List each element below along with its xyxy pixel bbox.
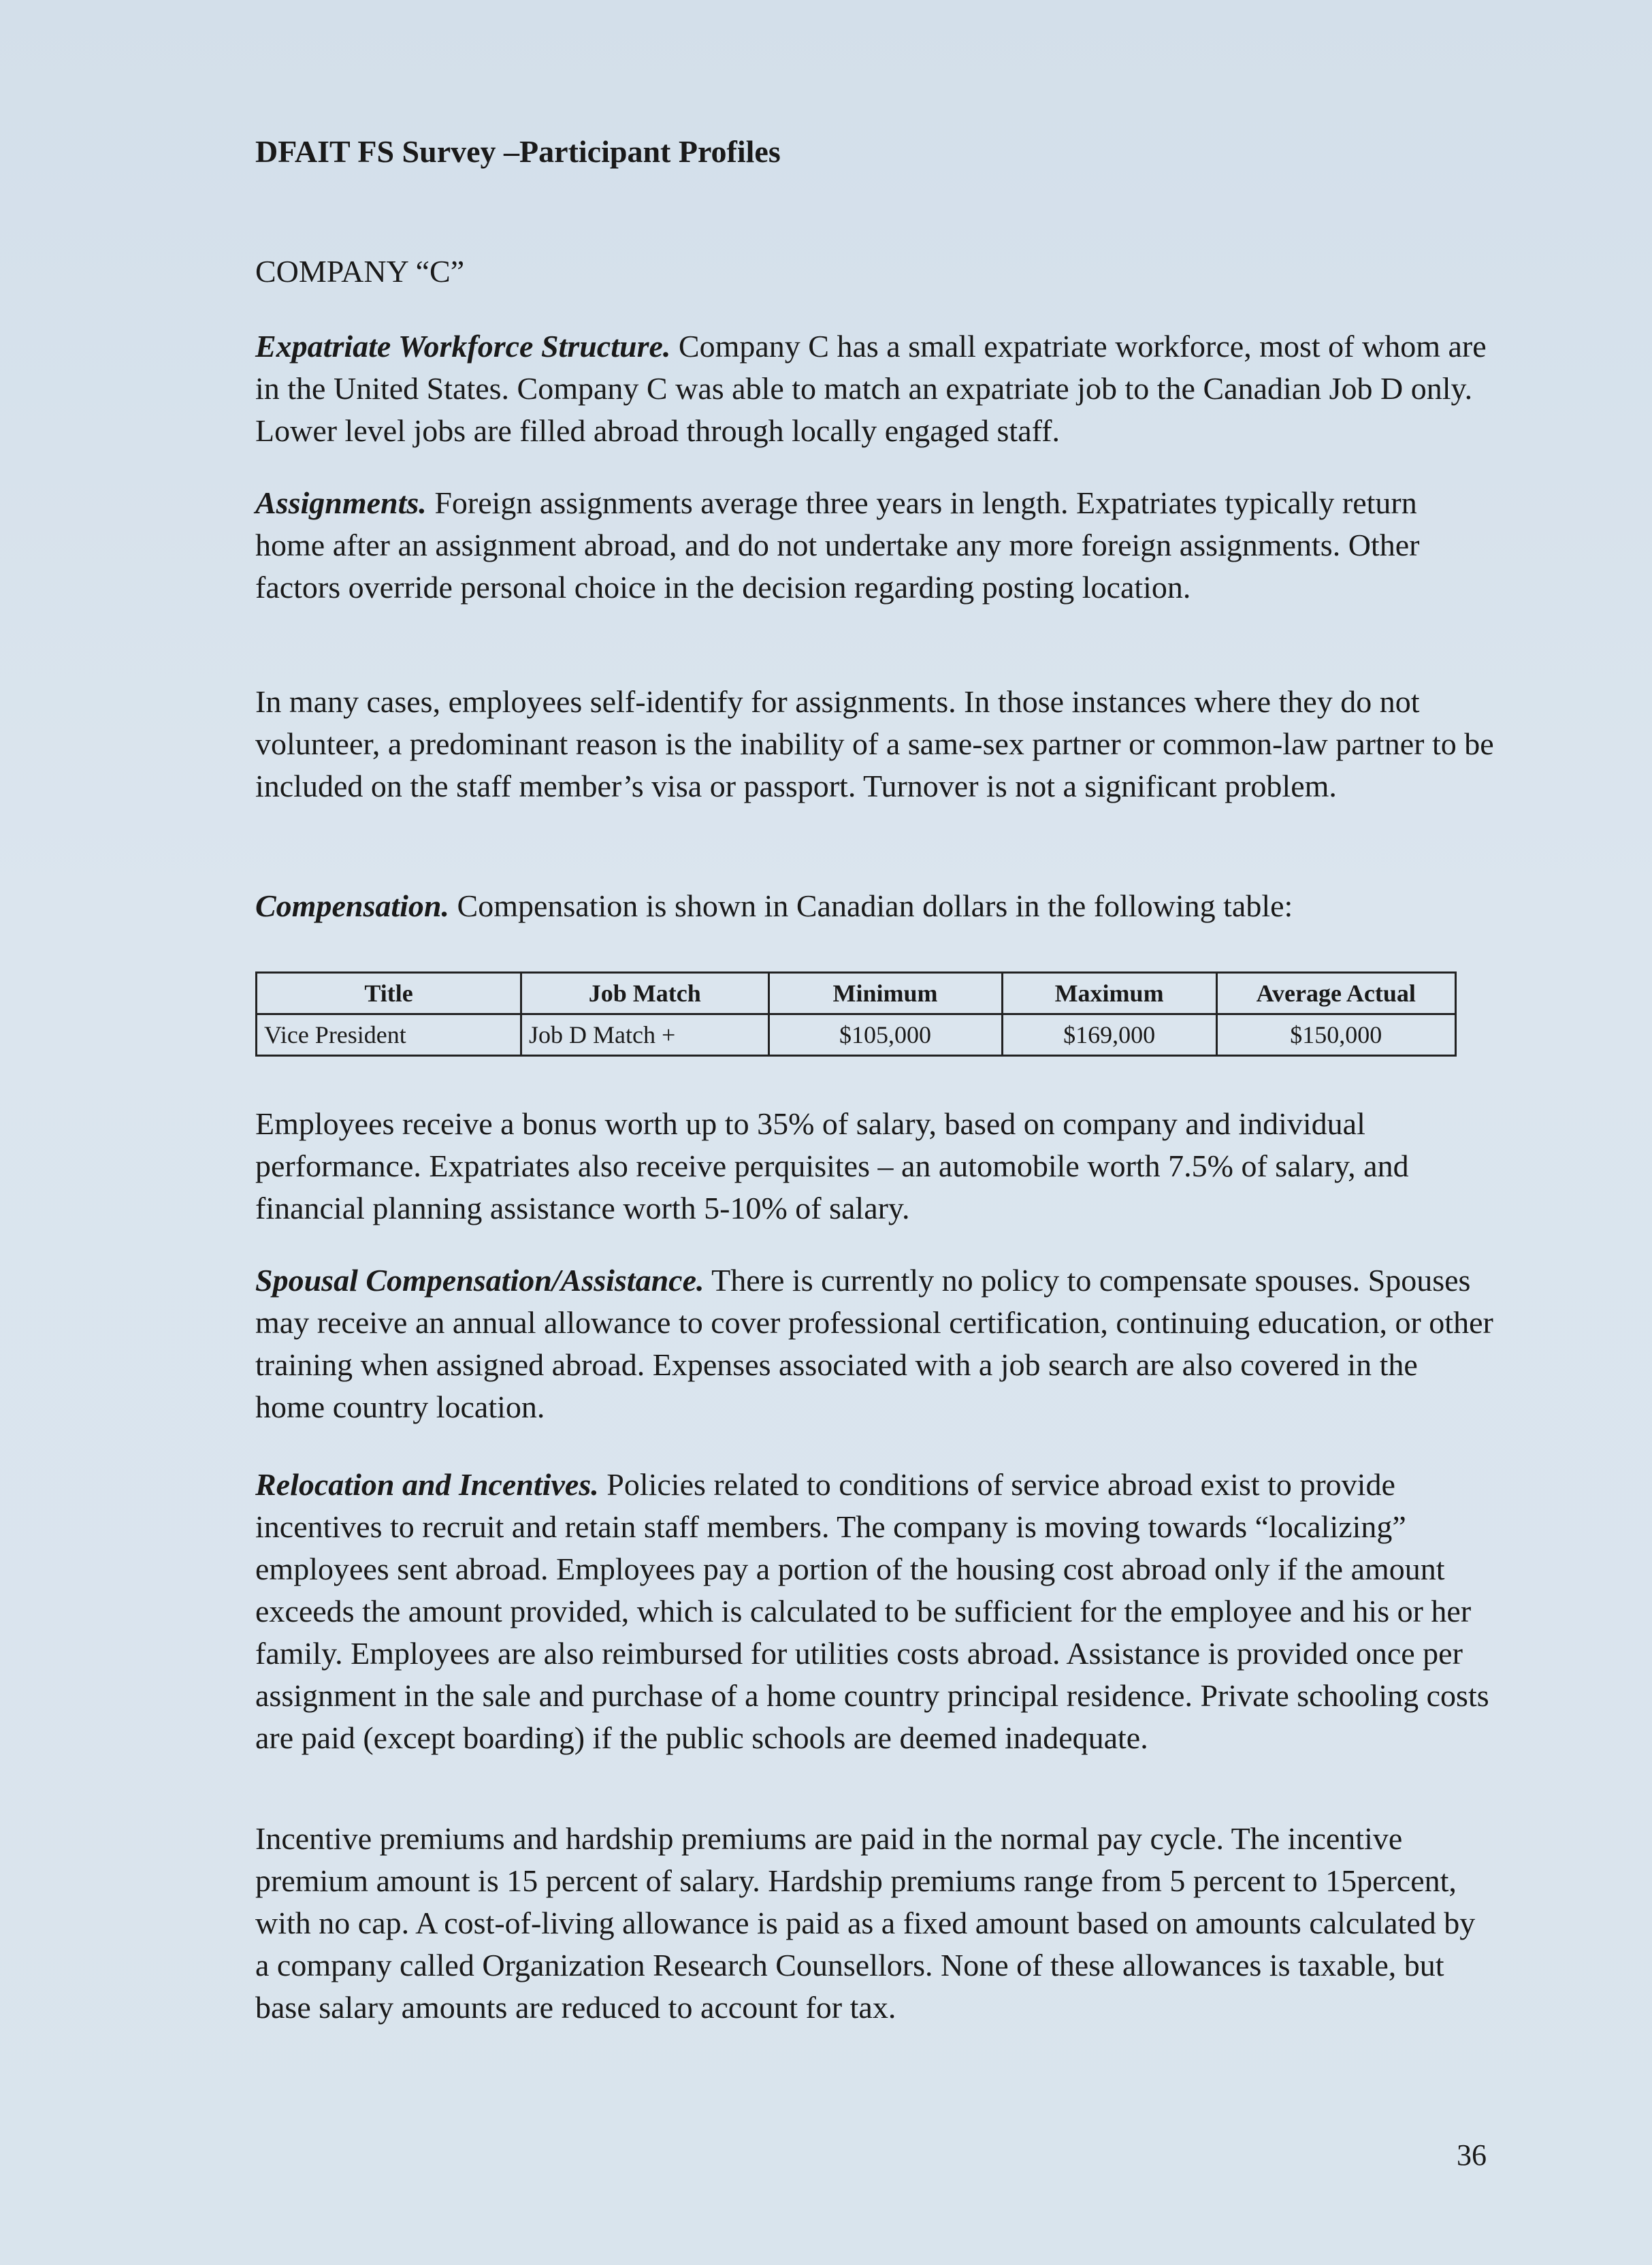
page-number: 36 — [1457, 2138, 1487, 2172]
col-header-title: Title — [257, 973, 521, 1014]
compensation-table — [255, 971, 1457, 1057]
col-header-minimum: Minimum — [768, 973, 1002, 1014]
workforce-lead: Expatriate Workforce Structure. — [255, 329, 671, 364]
relocation-lead: Relocation and Incentives. — [255, 1467, 599, 1502]
table-header-row — [257, 973, 1456, 1014]
compensation-lead: Compensation. — [255, 888, 450, 923]
cell-maximum: $169,000 — [1002, 1014, 1216, 1056]
relocation-text: Policies related to conditions of service abroad exist to provide incentives to recruit and retain staff members. The company is moving towards “localizing” employees sent abroad. Employees pay a portion of the housing cost abroad only if the amount exceeds the amount provided, which is calculated to be sufficient for the employee and his or her family. Employees are also reimbursed for utilities costs abroad. Assistance is provided once per assignment in the sale and purchase of a home country principal residence. Private schooling costs are paid (except boarding) if the public schools are deemed inadequate. — [255, 1467, 1489, 1755]
assignments-paragraph — [255, 482, 1494, 609]
cell-minimum: $105,000 — [768, 1014, 1002, 1056]
assignments-text: Foreign assignments average three years in length. Expatriates typically return home after an assignment abroad, and do not undertake any more foreign assignments. Other factors override personal choice in the decision regarding posting location. — [255, 485, 1420, 605]
workforce-paragraph — [255, 325, 1494, 452]
document-title: DFAIT FS Survey –Participant Profiles — [255, 134, 781, 169]
col-header-job-match: Job Match — [521, 973, 769, 1014]
cell-title: Vice President — [257, 1014, 521, 1056]
premiums-paragraph: Incentive premiums and hardship premiums are paid in the normal pay cycle. The incentive premium amount is 15 percent of salary. Hardship premiums range from 5 percent to 15percent, with no cap. A cost-of-living allowance is paid as a fixed amount based on amounts calculated by a company called Organization Research Counsellors. None of these allowances is taxable, but base salary amounts are reduced to account for tax. — [255, 1821, 1476, 2025]
spousal-paragraph — [255, 1259, 1494, 1428]
assignments-lead: Assignments. — [255, 485, 427, 520]
relocation-paragraph — [255, 1464, 1494, 1759]
cell-average-actual: $150,000 — [1216, 1014, 1455, 1056]
company-heading: COMPANY “C” — [255, 254, 465, 289]
spousal-text: There is currently no policy to compensate spouses. Spouses may receive an annual allowance to cover professional certification, continuing education, or other training when assigned abroad. Expenses associated with a job search are also covered in the home country location. — [255, 1263, 1493, 1424]
workforce-text: Company C has a small expatriate workforce, most of whom are in the United States. Company C was able to match an expatriate job to the Canadian Job D only. Lower level jobs are filled abroad through locally engaged staff. — [255, 329, 1487, 448]
table-row — [257, 1014, 1456, 1056]
compensation-paragraph — [255, 885, 1494, 927]
col-header-maximum: Maximum — [1002, 973, 1216, 1014]
page-content — [255, 129, 1494, 2025]
compensation-text: Compensation is shown in Canadian dollars in the following table: — [449, 888, 1293, 923]
self-identify-paragraph: In many cases, employees self-identify for assignments. In those instances where they do not volunteer, a predominant reason is the inability of a same-sex partner or common-law partner to be included on the staff member’s visa or passport. Turnover is not a significant problem. — [255, 684, 1494, 803]
spousal-lead: Spousal Compensation/Assistance. — [255, 1263, 704, 1298]
col-header-average-actual: Average Actual — [1216, 973, 1455, 1014]
bonus-paragraph: Employees receive a bonus worth up to 35% of salary, based on company and individual performance. Expatriates also receive perquisites – an automobile worth 7.5% of salary, and financial planning assistance worth 5-10% of salary. — [255, 1106, 1409, 1225]
cell-job-match: Job D Match + — [521, 1014, 769, 1056]
